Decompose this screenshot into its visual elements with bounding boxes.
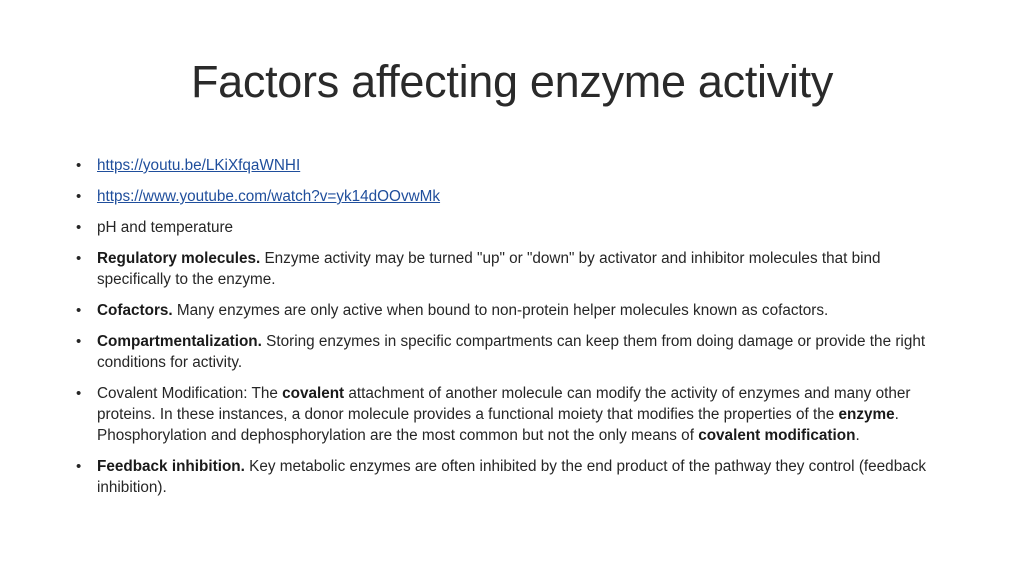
covalent-text-3: . Phosphorylation and dephosphorylation are the most common but not the only means of — [97, 406, 899, 444]
bullet-icon: • — [76, 188, 82, 205]
list-item — [76, 248, 956, 290]
list-item — [76, 300, 956, 321]
list-item — [76, 383, 956, 446]
compartmentalization-heading: Compartmentalization. — [97, 333, 262, 350]
bullet-icon: • — [76, 385, 82, 402]
ph-temperature-text: pH and temperature — [97, 219, 234, 236]
feedback-heading: Feedback inhibition. — [97, 458, 245, 475]
bullet-icon: • — [76, 157, 82, 174]
compartmentalization-text: Storing enzymes in specific compartments can keep them from doing damage or provide the right conditions for activity. — [97, 333, 926, 371]
list-item — [76, 456, 956, 498]
covalent-bold-1: covalent — [282, 385, 345, 402]
regulatory-text: Enzyme activity may be turned "up" or "down" by activator and inhibitor molecules that bind specifically to the enzyme. — [97, 250, 881, 288]
feedback-text: Key metabolic enzymes are often inhibited by the end product of the pathway they control (feedback inhibition). — [97, 458, 927, 496]
cofactors-text: Many enzymes are only active when bound to non-protein helper molecules known as cofactors. — [172, 302, 829, 319]
cofactors-heading: Cofactors. — [97, 302, 173, 319]
covalent-text-4: . — [855, 427, 860, 444]
slide-title: Factors affecting enzyme activity — [190, 56, 834, 107]
covalent-bold-3: covalent modification — [698, 427, 856, 444]
bullet-icon: • — [76, 302, 82, 319]
covalent-text-1: Covalent Modification: The — [97, 385, 283, 402]
covalent-bold-2: enzyme — [838, 406, 895, 423]
bullet-icon: • — [76, 250, 82, 267]
bullet-icon: • — [76, 219, 82, 236]
list-item — [76, 186, 956, 207]
regulatory-heading: Regulatory molecules. — [97, 250, 261, 267]
bullet-list — [76, 155, 956, 508]
list-item — [76, 217, 956, 238]
list-item — [76, 331, 956, 373]
covalent-text-2: attachment of another molecule can modify the activity of enzymes and many other proteins. In these instances, a donor molecule provides a functional moiety that modifies the properties of the — [97, 385, 911, 423]
video-link-1[interactable]: https://youtu.be/LKiXfqaWNHI — [97, 157, 301, 174]
video-link-2[interactable]: https://www.youtube.com/watch?v=yk14dOOvwMk — [97, 188, 441, 205]
list-item — [76, 155, 956, 176]
bullet-icon: • — [76, 333, 82, 350]
bullet-icon: • — [76, 458, 82, 475]
